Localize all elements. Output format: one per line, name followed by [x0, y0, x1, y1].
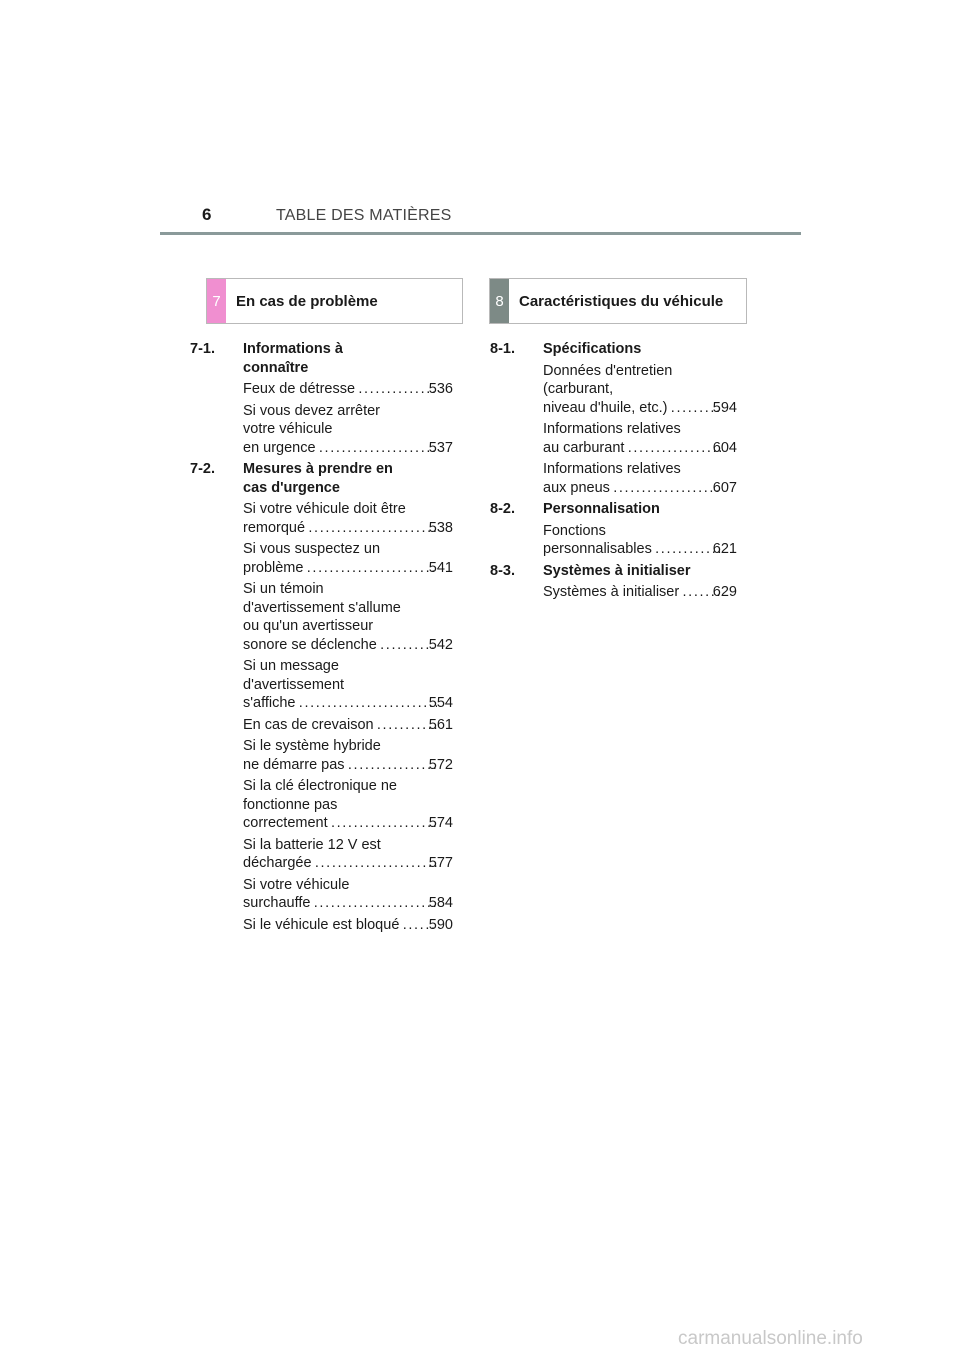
watermark: carmanualsonline.info — [678, 1328, 863, 1349]
toc-entry-last-line — [243, 756, 453, 775]
toc-page-number: 538 — [428, 519, 453, 536]
toc-entry-line: (carburant, — [543, 381, 614, 397]
toc-entry-line: votre véhicule — [243, 421, 333, 437]
toc-entry — [190, 916, 453, 935]
toc-entry-text — [243, 916, 453, 935]
toc-page-number: 554 — [428, 695, 453, 711]
toc-entry-text — [243, 777, 453, 833]
toc-entry-line: Si un témoin — [243, 581, 324, 597]
toc-entry — [190, 540, 453, 577]
toc-entry — [190, 380, 453, 399]
toc-entry-line: s'affiche — [243, 695, 296, 711]
page-number: 6 — [202, 205, 212, 224]
toc-group — [490, 340, 737, 497]
toc-group-number: 7-2. — [190, 461, 215, 477]
toc-page-number: 590 — [428, 916, 453, 933]
toc-group-number: 7-1. — [190, 341, 215, 357]
toc-group-title — [243, 460, 453, 497]
toc-page-number: 621 — [712, 541, 737, 557]
toc-entry-text — [243, 580, 453, 654]
toc-entry-line: aux pneus — [543, 479, 610, 496]
toc-entry-last-line — [243, 380, 453, 399]
toc-entry-line: problème — [243, 559, 304, 576]
toc-entry-line: correctement — [243, 815, 328, 831]
toc-entry-line: d'avertissement — [243, 676, 345, 693]
toc-group-heading — [490, 340, 737, 359]
toc-entry-text — [543, 420, 737, 457]
toc-entry-last-line — [543, 540, 737, 559]
toc-entry-line: Si vous devez arrêter — [243, 402, 381, 419]
toc-group-title-line: Informations à — [243, 341, 343, 357]
toc-group-number: 8-2. — [490, 501, 515, 517]
toc-entry — [190, 716, 453, 735]
toc-entry — [490, 460, 737, 497]
toc-entry-last-line — [243, 439, 453, 458]
toc-group-heading — [190, 460, 453, 497]
toc-entry-text — [543, 583, 737, 602]
toc-page-number: 584 — [428, 895, 453, 911]
header-rule — [160, 232, 801, 235]
toc-entry-line: Si vous suspectez un — [243, 541, 381, 557]
toc-entry — [190, 777, 453, 833]
dot-leader — [376, 716, 437, 735]
dot-leader — [357, 380, 437, 399]
toc-entry-line: Si un message — [243, 658, 339, 674]
toc-page-number: 542 — [428, 636, 453, 653]
toc-entry-last-line — [243, 694, 453, 713]
toc-entry-last-line — [543, 439, 737, 458]
section-7-tab: 7 — [207, 279, 226, 323]
toc-group-title — [543, 562, 737, 581]
toc-entry-line: Si votre véhicule doit être — [243, 501, 406, 517]
toc-page-number: 629 — [712, 584, 737, 600]
section-7-box — [206, 278, 463, 324]
toc-entry — [490, 583, 737, 602]
toc-page-number: 594 — [712, 399, 737, 416]
toc-page-number: 537 — [428, 439, 453, 456]
dot-leader — [318, 439, 437, 458]
toc-entry — [190, 580, 453, 654]
toc-entry-line: sonore se déclenche — [243, 636, 377, 653]
dot-leader — [347, 756, 437, 775]
dot-leader — [626, 439, 720, 458]
toc-entry-line: Si la batterie 12 V est — [243, 836, 381, 853]
toc-entry — [490, 420, 737, 457]
toc-page-number: 604 — [712, 439, 737, 456]
toc-group — [190, 460, 453, 934]
toc-entry-last-line — [243, 636, 453, 655]
toc-entry-last-line — [543, 479, 737, 498]
toc-entry-line: En cas de crevaison — [243, 716, 374, 733]
toc-entry-last-line — [243, 916, 453, 935]
toc-group-title-line: Mesures à prendre en — [243, 461, 393, 477]
toc-entry-text — [243, 380, 453, 399]
dot-leader — [305, 559, 436, 578]
toc-entry-last-line — [243, 559, 453, 578]
toc-column-8 — [490, 340, 737, 605]
toc-page-number: 572 — [428, 756, 453, 773]
toc-entry-line: surchauffe — [243, 895, 311, 911]
toc-entry-line: Si le système hybride — [243, 738, 381, 754]
toc-entry-line: ne démarre pas — [243, 756, 345, 773]
section-8-title: Caractéristiques du véhicule — [519, 293, 724, 310]
toc-group-title — [243, 340, 453, 377]
toc-entry-text — [243, 876, 453, 913]
section-8-box — [489, 278, 747, 324]
toc-entry-line: Si le véhicule est bloqué — [243, 916, 400, 933]
dot-leader — [314, 854, 437, 873]
dot-leader — [312, 894, 436, 913]
toc-group-heading — [190, 340, 453, 377]
toc-entry-line: déchargée — [243, 855, 312, 871]
toc-group-title-line: Personnalisation — [543, 501, 660, 517]
toc-entry-text — [243, 402, 453, 458]
toc-group-number: 8-3. — [490, 562, 515, 579]
toc-entry-line: Feux de détresse — [243, 381, 356, 397]
toc-group-title-line: connaître — [243, 359, 309, 376]
toc-group — [490, 500, 737, 559]
toc-entry-text — [243, 500, 453, 537]
toc-entry-line: personnalisables — [543, 541, 652, 557]
toc-entry-text — [243, 657, 453, 713]
toc-entry-last-line — [243, 519, 453, 538]
toc-page-number: 577 — [428, 855, 453, 871]
toc-entry — [190, 500, 453, 537]
dot-leader — [612, 479, 721, 498]
section-8-tab: 8 — [490, 279, 509, 323]
toc-entry-text — [243, 716, 453, 735]
toc-group-title-line: Spécifications — [543, 341, 642, 357]
toc-entry-line: en urgence — [243, 439, 316, 456]
toc-entry-line: au carburant — [543, 439, 625, 456]
toc-group-heading — [490, 500, 737, 519]
toc-page-number: 541 — [428, 559, 453, 576]
toc-entry-text — [543, 460, 737, 497]
dot-leader — [330, 814, 437, 833]
toc-group-number: 8-1. — [490, 341, 515, 357]
toc-entry-last-line — [543, 399, 737, 418]
toc-entry-text — [543, 522, 737, 559]
page-header-title: TABLE DES MATIÈRES — [276, 207, 452, 224]
toc-entry — [190, 737, 453, 774]
toc-column-7 — [190, 340, 453, 937]
toc-entry-line: fonctionne pas — [243, 796, 338, 813]
toc-entry-line: Données d'entretien — [543, 362, 673, 379]
toc-group — [190, 340, 453, 457]
toc-entry-text — [243, 540, 453, 577]
toc-entry — [190, 402, 453, 458]
toc-entry — [190, 657, 453, 713]
toc-entry-line: d'avertissement s'allume — [243, 599, 401, 616]
toc-entry-line: Fonctions — [543, 522, 606, 539]
toc-entry-last-line — [543, 583, 737, 602]
toc-entry-line: Informations relatives — [543, 421, 681, 437]
toc-entry-line: Systèmes à initialiser — [543, 584, 680, 600]
toc-entry — [490, 362, 737, 418]
toc-entry-text — [243, 737, 453, 774]
toc-page-number: 536 — [428, 381, 453, 397]
dot-leader — [297, 694, 436, 713]
toc-page-number: 561 — [428, 716, 453, 733]
dot-leader — [307, 519, 437, 538]
toc-entry-line: Si votre véhicule — [243, 876, 350, 893]
toc-entry-last-line — [243, 894, 453, 913]
toc-entry-line: niveau d'huile, etc.) — [543, 399, 668, 416]
toc-entry — [190, 876, 453, 913]
toc-entry-text — [243, 836, 453, 873]
toc-entry-last-line — [243, 854, 453, 873]
toc-page-number: 574 — [428, 815, 453, 831]
toc-page-number: 607 — [712, 479, 737, 496]
toc-group — [490, 562, 737, 602]
toc-entry — [190, 836, 453, 873]
dot-leader — [654, 540, 721, 559]
toc-entry-last-line — [243, 716, 453, 735]
toc-group-title-line: cas d'urgence — [243, 479, 340, 496]
toc-entry-line: remorqué — [243, 519, 306, 536]
toc-group-title — [543, 500, 737, 519]
toc-entry-line: Si la clé électronique ne — [243, 778, 397, 794]
toc-group-heading — [490, 562, 737, 581]
toc-entry-text — [543, 362, 737, 418]
toc-entry-line: Informations relatives — [543, 461, 681, 477]
toc-group-title-line: Systèmes à initialiser — [543, 562, 691, 579]
toc-entry — [490, 522, 737, 559]
toc-entry-line: ou qu'un avertisseur — [243, 618, 374, 634]
toc-group-title — [543, 340, 737, 359]
section-7-title: En cas de problème — [236, 292, 378, 310]
toc-entry-last-line — [243, 814, 453, 833]
